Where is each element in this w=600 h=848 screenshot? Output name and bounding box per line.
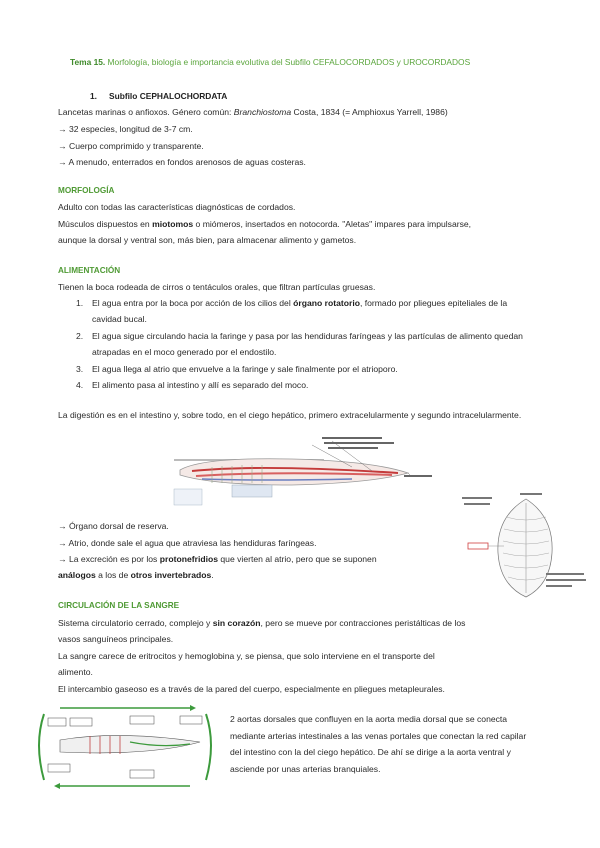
- list-number: 3.: [76, 364, 84, 374]
- text: que vierten al atrio, pero que se suponen: [218, 554, 377, 564]
- morfologia-line: [58, 218, 471, 230]
- intro-bullet: → 32 especies, longitud de 3-7 cm.: [58, 124, 193, 134]
- heading-alimentacion: ALIMENTACIÓN: [58, 266, 121, 275]
- intro-bullet: → A menudo, enterrados en fondos arenosos de aguas costeras.: [58, 157, 306, 167]
- digestion-paragraph: La digestión es en el intestino y, sobre todo, en el ciego hepático, primero extracelularmente y segundo intracelularmente.: [58, 410, 522, 420]
- list-text: El alimento pasa al intestino y allí es separado del moco.: [92, 380, 309, 390]
- text: Sistema circulatorio cerrado, complejo y: [58, 618, 213, 628]
- intro-text-a: Lancetas marinas o anfioxos. Género común:: [58, 107, 234, 117]
- heading-circulacion: CIRCULACIÓN DE LA SANGRE: [58, 601, 180, 610]
- text: Músculos dispuestos en: [58, 219, 153, 229]
- alimentacion-line: Tienen la boca rodeada de cirros o tentáculos orales, que filtran partículas gruesas.: [58, 282, 376, 292]
- amphioxus-dorsal-figure: [462, 493, 590, 601]
- list-number: 2.: [76, 331, 84, 341]
- text: o miómeros, insertados en notocorda. "Aletas" impares para impulsarse,: [193, 219, 472, 229]
- circulacion-line: La sangre carece de eritrocitos y hemoglobina y, se piensa, que solo interviene en el transporte del: [58, 651, 435, 661]
- bold-term: análogos: [58, 570, 96, 580]
- bold-term: sin corazón: [212, 618, 261, 628]
- alimentacion-bullet: [58, 553, 377, 565]
- text: El agua entra por la boca por acción de los cilios del: [92, 298, 294, 308]
- text: , pero se mueve por contracciones peristálticas de los: [260, 618, 466, 628]
- bold-term: órgano rotatorio: [293, 298, 360, 308]
- amphioxus-anatomy-figure: [172, 437, 434, 507]
- intro-bullet: → Cuerpo comprimido y transparente.: [58, 141, 204, 151]
- morfologia-line: Adulto con todas las características diagnósticas de cordados.: [58, 202, 296, 212]
- morfologia-line: aunque la dorsal y ventral son, más bien, para almacenar alimento y gametos.: [58, 235, 357, 245]
- aortas-paragraph: 2 aortas dorsales que confluyen en la aorta media dorsal que se conecta mediante arterias intestinales a las venas portales que conectan la red capilar del intestino con la del ciego hepático. De ahí se dirige a la aorta ventral y asciende por unas arterias branquiales.: [230, 714, 527, 774]
- section-number: 1.: [90, 91, 97, 101]
- circulation-diagram: [30, 704, 220, 790]
- list-text: El agua sigue circulando hacia la faringe y pasa por las hendiduras faríngeas y las partículas de alimento quedan atrapadas en el moco generado por el endostilo.: [92, 331, 523, 357]
- heading-morfologia: MORFOLOGÍA: [58, 186, 115, 195]
- bold-term: otros invertebrados: [130, 570, 212, 580]
- section-title: Subfilo CEPHALOCHORDATA: [109, 91, 228, 101]
- section-heading-subfilo: [90, 91, 227, 101]
- alimentacion-bullet: → Atrio, donde sale el agua que atraviesa las hendiduras faríngeas.: [58, 538, 317, 548]
- title-text: Morfología, biología e importancia evolutiva del Subfilo CEFALOCORDADOS y UROCORDADOS: [105, 57, 471, 67]
- title-topic-number: Tema 15.: [70, 57, 106, 67]
- text: , formado por pliegues epiteliales de la cavidad bucal.: [92, 298, 508, 324]
- circulacion-line: El intercambio gaseoso es a través de la pared del cuerpo, especialmente en pliegues metapleurales.: [58, 684, 445, 694]
- intro-line: [58, 106, 448, 118]
- intro-text-b: Costa, 1834 (= Amphioxus Yarrell, 1986): [291, 107, 448, 117]
- text: → La excreción es por los: [58, 554, 160, 564]
- genus-name: Branchiostoma: [233, 107, 292, 117]
- page-title: [70, 57, 470, 67]
- list-item: [58, 295, 528, 327]
- bold-term: miotomos: [152, 219, 194, 229]
- text: .: [211, 570, 214, 580]
- circulacion-line: [58, 617, 465, 629]
- list-text: El agua llega al atrio que envuelve a la faringe y sale finalmente por el atrioporo.: [92, 364, 398, 374]
- alimentacion-bullet: → Órgano dorsal de reserva.: [58, 521, 169, 531]
- bold-term: protonefridios: [159, 554, 218, 564]
- text: a los de: [95, 570, 131, 580]
- circulacion-line: alimento.: [58, 667, 93, 677]
- list-number: 1.: [76, 298, 84, 308]
- list-number: 4.: [76, 380, 84, 390]
- list-item: [58, 328, 528, 360]
- alimentacion-bullet: [58, 569, 214, 581]
- circulacion-line: vasos sanguíneos principales.: [58, 634, 174, 644]
